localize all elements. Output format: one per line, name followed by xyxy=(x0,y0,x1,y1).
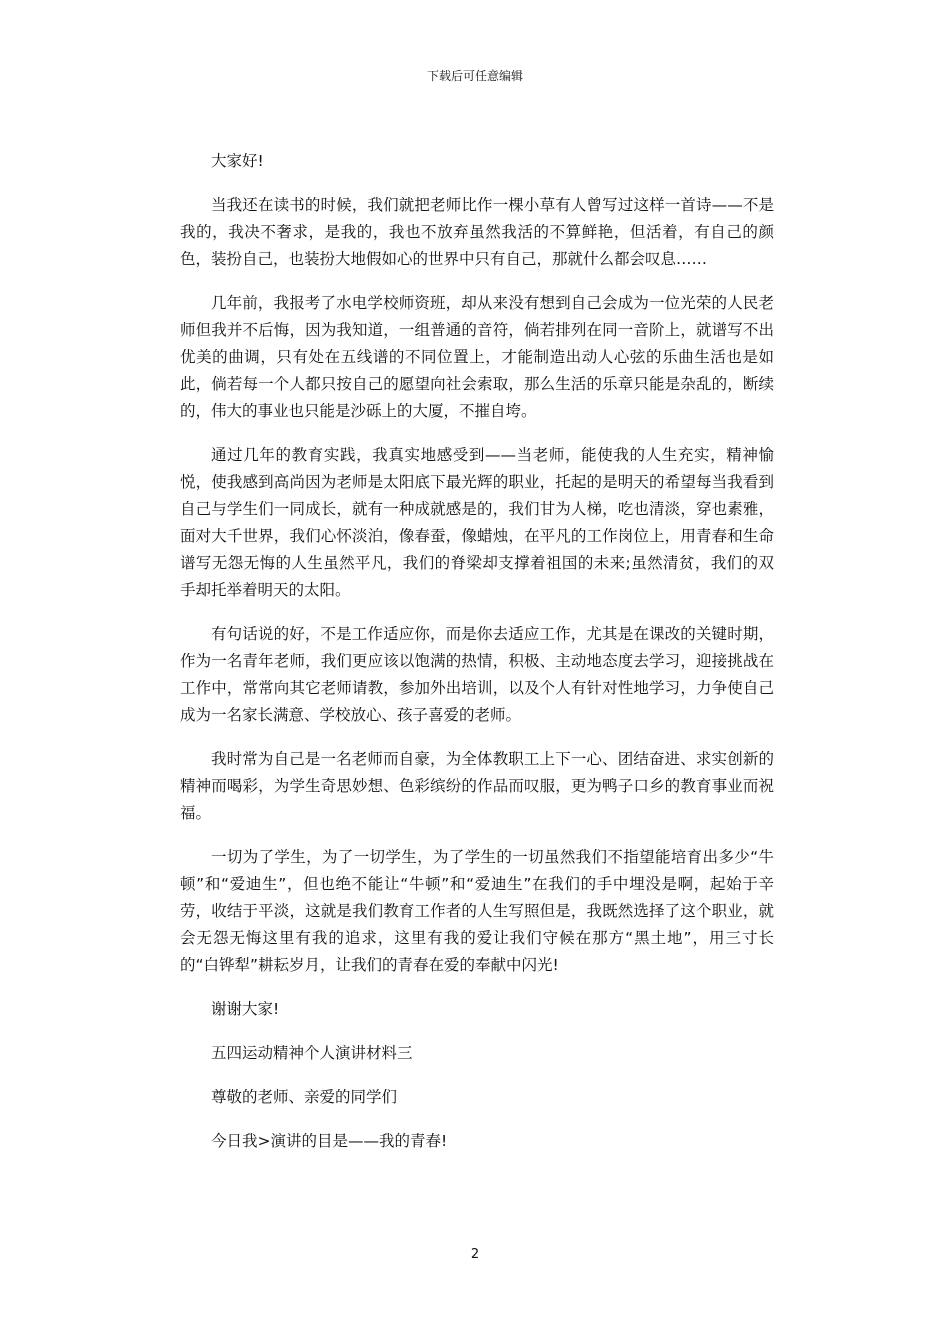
page-number: 2 xyxy=(470,1247,480,1262)
paragraph-salutation: 尊敬的老师、亲爱的同学们 xyxy=(211,1088,398,1106)
paragraph: 一切为了学生，为了一切学生，为了学生的一切虽然我们不指望能培育出多少“牛顿”和“爱迪生”，但也绝不能让“牛顿”和“爱迪生”在我们的手中埋没是啊，起始于辛劳，收结于平淡，这就是我们教育工作者的人生写照但是，我既然选择了这个职业，就会无怨无悔这里有我的追求，这里有我的爱让我们守候在那方“黑土地”，用三寸长的“白铧犁”耕耘岁月，让我们的青春在爱的奉献中闪光! xyxy=(180,848,774,974)
paragraph-thanks: 谢谢大家! xyxy=(211,1000,280,1018)
paragraph: 几年前，我报考了水电学校师资班，却从来没有想到自己会成为一位光荣的人民老师但我并不后悔，因为我知道，一组普通的音符，倘若排列在同一音阶上，就谱写不出优美的曲调，只有处在五线谱的不同位置上，才能制造出动人心弦的乐曲生活也是如此，倘若每一个人都只按自己的愿望向社会索取，那么生活的乐章只能是杂乱的，断续的，伟大的事业也只能是沙砾上的大厦，不摧自垮。 xyxy=(180,294,774,420)
paragraph: 有句话说的好，不是工作适应你，而是你去适应工作，尤其是在课改的关键时期，作为一名青年老师，我们更应该以饱满的热情，积极、主动地态度去学习，迎接挑战在工作中，常常向其它老师请教，参加外出培训，以及个人有针对性地学习，力争使自己成为一名家长满意、学校放心、孩子喜爱的老师。 xyxy=(180,625,774,724)
section-title: 五四运动精神个人演讲材料三 xyxy=(211,1044,413,1062)
paragraph: 今日我>演讲的目是——我的青春! xyxy=(211,1132,448,1150)
paragraph: 当我还在读书的时候，我们就把老师比作一棵小草有人曾写过这样一首诗——不是我的，我决不奢求，是我的，我也不放弃虽然我活的不算鲜艳，但活着，有自己的颜色，装扮自己，也装扮大地假如心的世界中只有自己，那就什么都会叹息…… xyxy=(180,196,774,268)
document-body xyxy=(180,148,774,1155)
paragraph: 我时常为自己是一名老师而自豪，为全体教职工上下一心、团结奋进、求实创新的精神而喝彩，为学生奇思妙想、色彩缤纷的作品而叹服，更为鸭子口乡的教育事业而祝福。 xyxy=(180,750,774,822)
paragraph-greeting: 大家好! xyxy=(211,152,264,170)
page-header: 下载后可任意编辑 xyxy=(426,69,523,83)
paragraph: 通过几年的教育实践，我真实地感受到——当老师，能使我的人生充实，精神愉悦，使我感到高尚因为老师是太阳底下最光辉的职业，托起的是明天的希望每当我看到自己与学生们一同成长，就有一种成就感是的，我们甘为人梯，吃也清淡，穿也素雅，面对大千世界，我们心怀淡泊，像春蚕，像蜡烛，在平凡的工作岗位上，用青春和生命谱写无怨无悔的人生虽然平凡，我们的脊梁却支撑着祖国的未来;虽然清贫，我们的双手却托举着明天的太阳。 xyxy=(180,446,774,599)
